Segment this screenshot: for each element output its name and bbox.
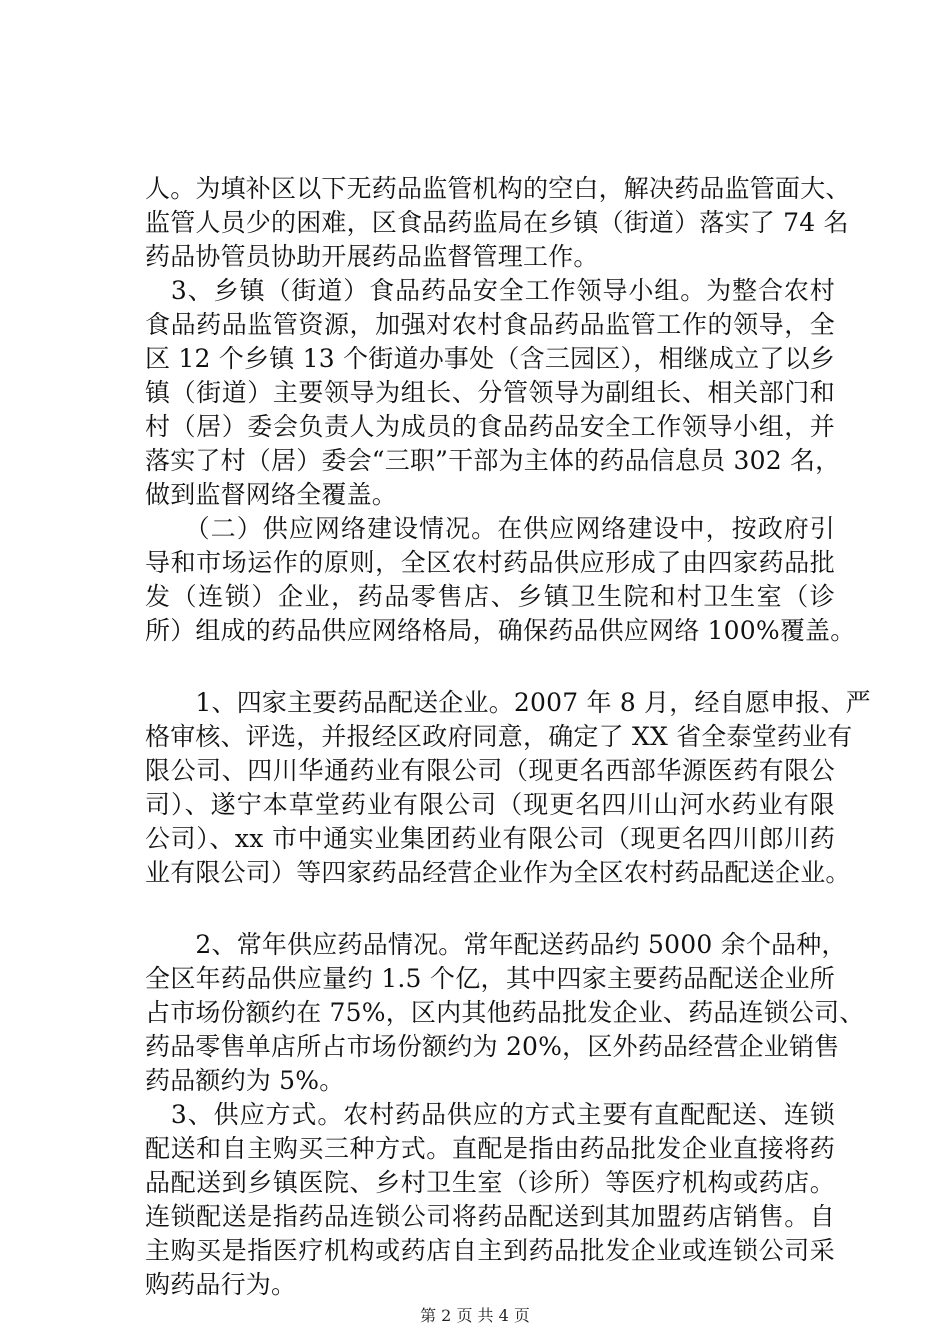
text-line: 主购买是指医疗机构或药店自主到药品批发企业或连锁公司采	[145, 1236, 835, 1265]
text-line: 药品协管员协助开展药品监督管理工作。	[145, 242, 599, 271]
text-line: 人。为填补区以下无药品监管机构的空白，解决药品监管面大、	[145, 174, 851, 203]
text-line: 食品药品监管资源，加强对农村食品药品监管工作的领导，全	[145, 310, 835, 339]
text-line: 业有限公司）等四家药品经营企业作为全区农村药品配送企业。	[145, 858, 851, 887]
text-line: 1、四家主要药品配送企业。2007 年 8 月，经自愿申报、严	[145, 688, 871, 717]
text-line: 连锁配送是指药品连锁公司将药品配送到其加盟药店销售。自	[145, 1202, 835, 1231]
text-line: 3、乡镇（街道）食品药品安全工作领导小组。为整合农村	[145, 276, 835, 305]
text-line: 格审核、评选，并报经区政府同意，确定了 XX 省全泰堂药业有	[145, 722, 853, 751]
text-line: 司）、遂宁本草堂药业有限公司（现更名四川山河水药业有限	[145, 790, 835, 819]
text-line: 限公司、四川华通药业有限公司（现更名西部华源医药有限公	[145, 756, 835, 785]
text-line: 购药品行为。	[145, 1270, 297, 1299]
text-line: 药品零售单店所占市场份额约为 20%，区外药品经营企业销售	[145, 1032, 840, 1061]
text-line: 配送和自主购买三种方式。直配是指由药品批发企业直接将药	[145, 1134, 835, 1163]
page-number-footer: 第 2 页 共 4 页	[420, 1306, 530, 1325]
text-line: 品配送到乡镇医院、乡村卫生室（诊所）等医疗机构或药店。	[145, 1168, 835, 1197]
text-line: 村（居）委会负责人为成员的食品药品安全工作领导小组，并	[145, 412, 835, 441]
text-line: 全区年药品供应量约 1.5 个亿，其中四家主要药品配送企业所	[145, 964, 835, 993]
text-line: 发（连锁）企业，药品零售店、乡镇卫生院和村卫生室（诊	[145, 582, 835, 611]
text-line: 公司）、xx 市中通实业集团药业有限公司（现更名四川郎川药	[145, 824, 835, 853]
text-line: 2、常年供应药品情况。常年配送药品约 5000 余个品种，	[145, 930, 847, 959]
text-line: （二）供应网络建设情况。在供应网络建设中，按政府引	[145, 514, 835, 543]
text-line: 3、供应方式。农村药品供应的方式主要有直配配送、连锁	[145, 1100, 835, 1129]
text-line: 镇（街道）主要领导为组长、分管领导为副组长、相关部门和	[145, 378, 835, 407]
text-line: 占市场份额约在 75%，区内其他药品批发企业、药品连锁公司、	[145, 998, 865, 1027]
text-line: 监管人员少的困难，区食品药监局在乡镇（街道）落实了 74 名	[145, 208, 849, 237]
text-line: 落实了村（居）委会“三职”干部为主体的药品信息员 302 名，	[145, 446, 841, 475]
text-line: 导和市场运作的原则，全区农村药品供应形成了由四家药品批	[145, 548, 835, 577]
text-line: 区 12 个乡镇 13 个街道办事处（含三园区），相继成立了以乡	[145, 344, 835, 373]
text-line: 所）组成的药品供应网络格局，确保药品供应网络 100%覆盖。	[145, 616, 856, 645]
text-line: 药品额约为 5%。	[145, 1066, 345, 1095]
text-line: 做到监督网络全覆盖。	[145, 480, 398, 509]
